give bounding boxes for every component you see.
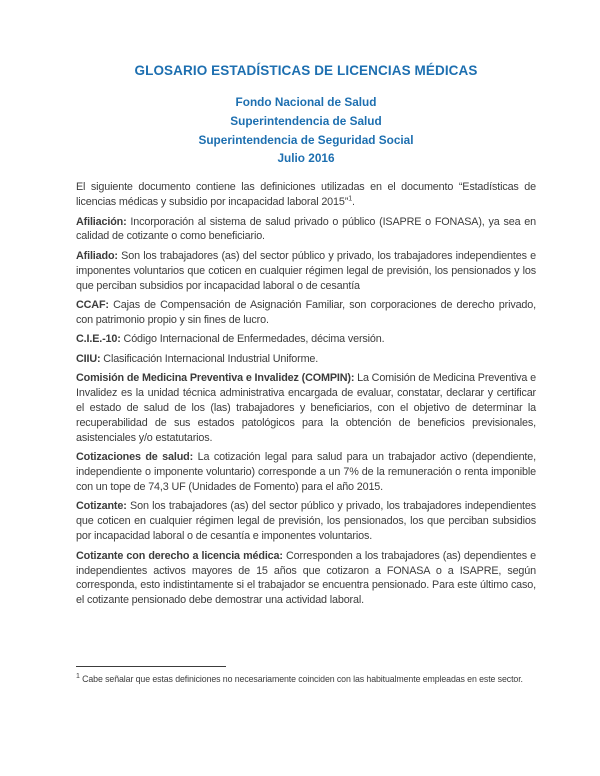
- paragraph-text: La Comisión de Medicina Preventiva e Invalidez es la unidad técnica administrativa encargada de evaluar, constatar, declarar y certificar el estado de salud de los (las) trabajadores y beneficiarios, con el objetivo de determinar la recuperabilidad de sus estados patológicos para la obtención de beneficios previsionales, asistenciales y/o estatutarios.: [76, 372, 536, 444]
- paragraph-ciiu: [76, 352, 536, 367]
- footnote-text: Cabe señalar que estas definiciones no necesariamente coinciden con las habitualmente empleadas en este sector.: [79, 674, 523, 684]
- paragraph-ccaf: [76, 298, 536, 328]
- paragraph-text: La cotización legal para salud para un trabajador activo (dependiente, independiente o imponente voluntario) corresponde a un 7% de la remuneración o renta imponible con un tope de 74,3 UF (Unidades de Fomento) para el año 2015.: [76, 451, 536, 493]
- term-label: Afiliado:: [76, 249, 118, 262]
- footnote-divider: [76, 666, 226, 667]
- subtitle-line-superintendencia-seguridad-social: Superintendencia de Seguridad Social: [198, 132, 414, 147]
- term-label: Cotizante con derecho a licencia médica:: [76, 549, 283, 562]
- paragraph-intro: [76, 180, 536, 210]
- term-label: Comisión de Medicina Preventiva e Invalidez (COMPIN):: [76, 372, 355, 385]
- paragraph-text: Clasificación Internacional Industrial Uniforme.: [100, 352, 319, 365]
- paragraph-cotizaciones-salud: [76, 450, 536, 495]
- paragraph-cotizante-derecho-licencia: [76, 549, 536, 609]
- paragraph-text-after: .: [351, 196, 355, 209]
- paragraph-text: Incorporación al sistema de salud privado o público (ISAPRE o FONASA), ya sea en calidad de cotizante o como beneficiario.: [76, 215, 536, 243]
- page-title: GLOSARIO ESTADÍSTICAS DE LICENCIAS MÉDICAS: [134, 63, 478, 78]
- paragraph-text: Cajas de Compensación de Asignación Familiar, son corporaciones de derecho privado, con patrimonio propio y sin fines de lucro.: [76, 299, 536, 326]
- subtitle-line-superintendencia-salud: Superintendencia de Salud: [230, 113, 382, 128]
- term-label: Afiliación:: [76, 215, 127, 228]
- footnote-ref: 1: [348, 195, 352, 203]
- term-label: Cotizante:: [76, 500, 127, 513]
- paragraph-cie10: [76, 332, 536, 347]
- footnote-marker: 1: [76, 673, 80, 681]
- paragraph-text: El siguiente documento contiene las definiciones utilizadas en el documento “Estadísticas de licencias médicas y subsidio por incapacidad laboral 2015”: [76, 181, 536, 209]
- paragraph-afiliacion: [76, 215, 536, 245]
- subtitle-line-fonasa: Fondo Nacional de Salud: [235, 95, 377, 109]
- paragraph-afiliado: [76, 249, 536, 294]
- subtitle-block: [76, 93, 536, 168]
- document-body: [76, 180, 536, 608]
- paragraph-text: Corresponden a los trabajadores (as) dependientes e independientes activos mayores de 15 años que cotizaron a FONASA o a ISAPRE, según corresponda, esto indistintamente si el trabajador se encuentra pensionado. Para este último caso, el cotizante pensionado debe demostrar una actividad laboral.: [76, 549, 536, 607]
- term-label: CIIU:: [76, 352, 101, 365]
- footnote-block: [76, 666, 536, 687]
- paragraph-text: Código Internacional de Enfermedades, décima versión.: [120, 333, 385, 346]
- subtitle-line-date: Julio 2016: [277, 151, 335, 166]
- paragraph-text: Son los trabajadores (as) del sector público y privado, los trabajadores independientes e imponentes voluntarios que coticen en cualquier régimen legal de previsión, los pensionados y los que perciban subsidios por incapacidad laboral o de cesantía: [76, 249, 536, 292]
- paragraph-cotizante: [76, 499, 536, 544]
- paragraph-text: Son los trabajadores (as) del sector público y privado, los trabajadores independientes que coticen en cualquier régimen legal de previsión, los pensionados, los que perciban subsidios por incapacidad laboral o de cesantía e imponentes voluntarios.: [76, 500, 536, 543]
- term-label: CCAF:: [76, 299, 109, 312]
- term-label: Cotizaciones de salud:: [76, 451, 194, 464]
- term-label: C.I.E.-10:: [76, 333, 121, 346]
- paragraph-compin: [76, 371, 536, 446]
- footnote: [76, 672, 536, 687]
